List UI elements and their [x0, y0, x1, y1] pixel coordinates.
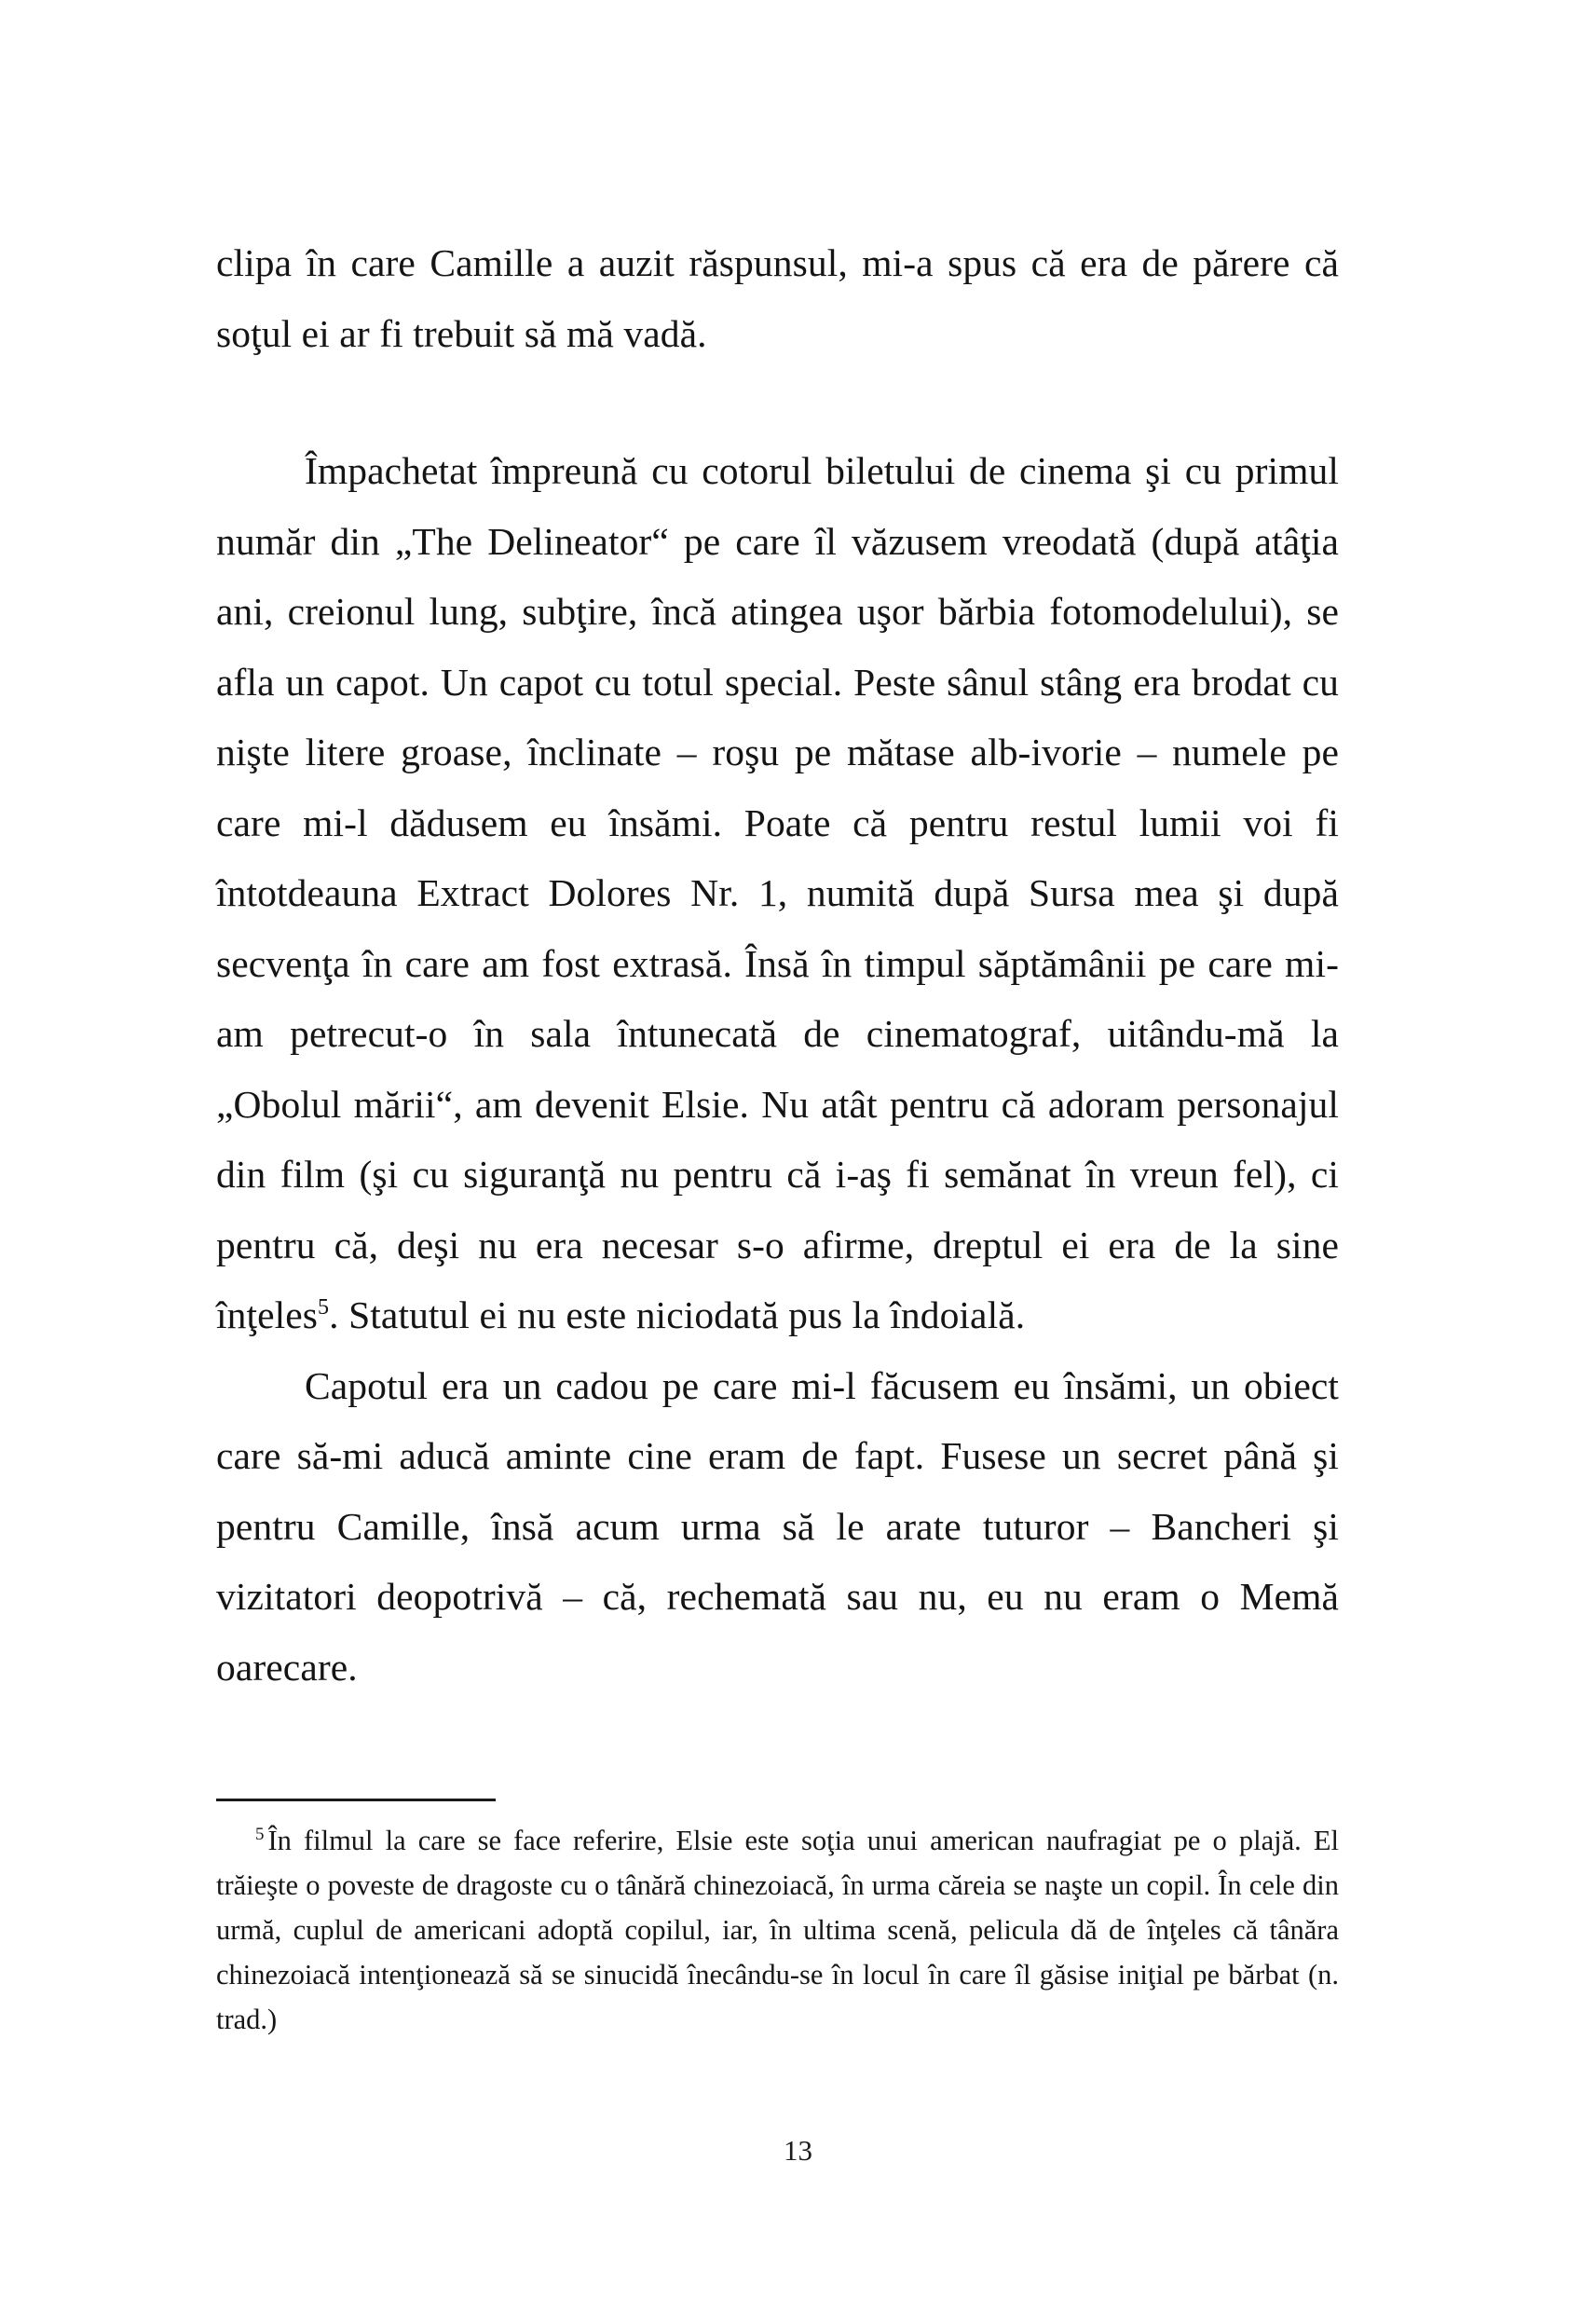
paragraph-continued: clipa în care Camille a auzit răspunsul, mi-a spus că era de părere că soţul ei ar fi trebuit să mă vadă. — [216, 241, 1339, 355]
footnote-reference-marker[interactable]: 5 — [318, 1295, 330, 1320]
paragraph-cadou: Capotul era un cadou pe care mi-l făcusem eu însămi, un obiect care să-mi aducă aminte cine eram de fapt. Fusese un secret până şi pentru Camille, însă acum urma să le arate tuturor – Bancheri şi vizitatori deopotrivă – că, rechemată sau nu, eu nu eram o Memă oarecare. — [216, 1363, 1339, 1689]
footnote-separator-rule — [216, 1799, 496, 1801]
paragraph-capot-text-before-ref: Împachetat împreună cu cotorul biletului de cinema şi cu primul număr din „The Delineator“ pe care îl văzusem vreodată (după atâţia ani, creionul lung, subţire, încă atingea uşor bărbia fotomodelului), se afla un capot. Un capot cu totul special. Peste sânul stâng era brodat cu nişte litere groase, înclinate – roşu pe mătase alb-ivorie – numele pe care mi-l dădusem eu însămi. Poate că pentru restul lumii voi fi întotdeauna Extract Dolores Nr. 1, numită după Sursa mea şi după secvenţa în care am fost extrasă. Însă în timpul săptămânii pe care mi-am petrecut-o în sala întunecată de cinematograf, uitându-mă la „Obolul mării“, am devenit Elsie. Nu atât pentru că adoram personajul din film (şi cu siguranţă nu pentru că i-aş fi semănat în vreun fel), ci pentru că, deşi nu era necesar s-o afirme, dreptul ei era de la sine înţeles — [216, 449, 1339, 1336]
paragraph-capot — [216, 436, 1339, 1351]
footnote-number: 5 — [255, 1824, 265, 1844]
footnote-body: În filmul la care se face referire, Elsie este soţia unui american naufragiat pe o plajă. El trăieşte o poveste de dragoste cu o tânără chinezoiacă, în urma căreia se naşte un copil. În cele din urmă, cuplul de americani adoptă copilul, iar, în ultima scenă, pelicula dă de înţeles că tânăra chinezoiacă intenţionează să se sinucidă înecându-se în locul în care îl găsise iniţial pe bărbat (n. trad.) — [216, 1825, 1339, 2035]
body-text-block — [216, 228, 1339, 1703]
page-number: 13 — [784, 2134, 812, 2167]
footnote-text — [216, 1818, 1339, 2042]
paragraph-capot-text-after-ref: . Statutul ei nu este niciodată pus la îndoială. — [329, 1293, 1026, 1336]
footnote-block — [216, 1799, 1339, 2042]
